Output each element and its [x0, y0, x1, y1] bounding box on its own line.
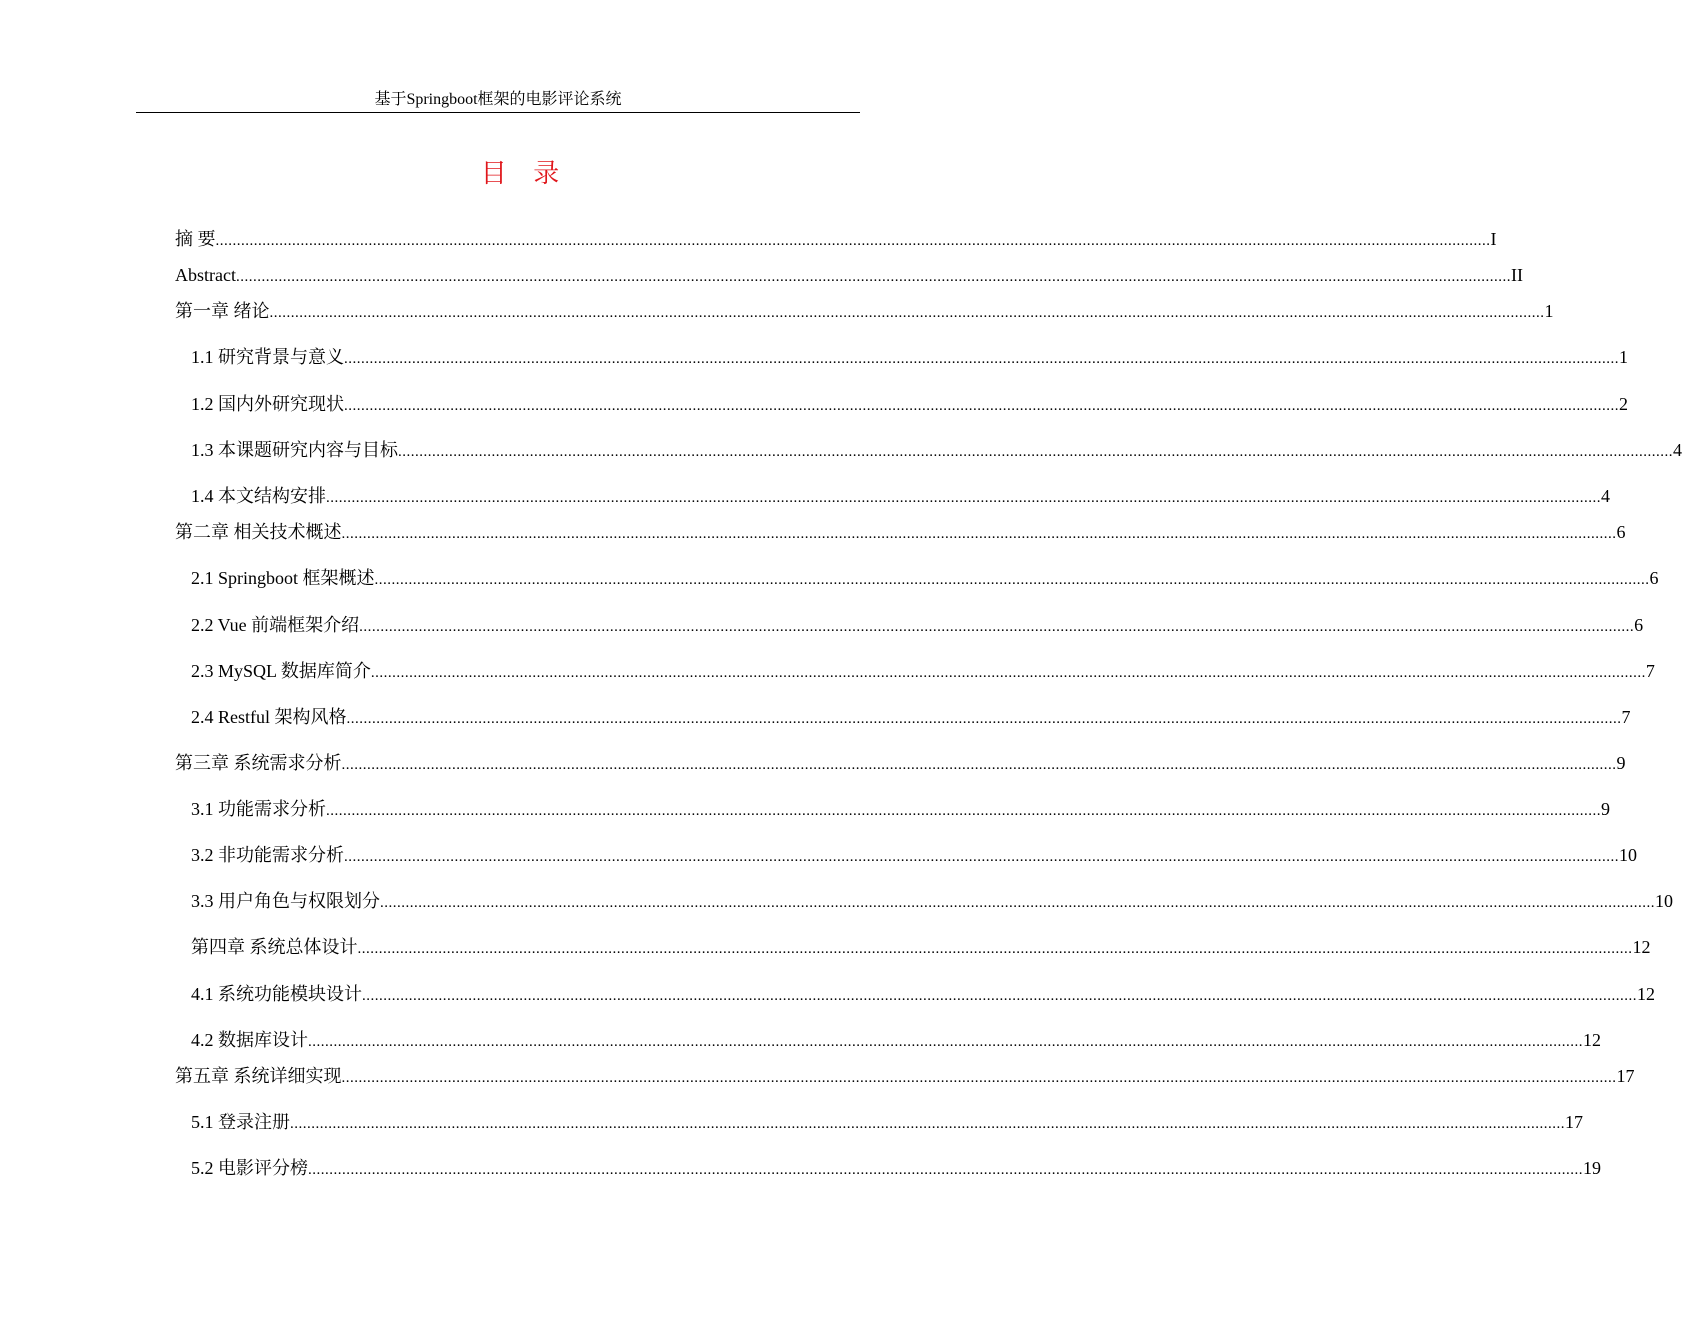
toc-entry-label: 1.3 本课题研究内容与目标 — [191, 440, 398, 460]
dot-leader: ............................................................................................................................................................................................................................................................................................................ — [357, 941, 1633, 957]
toc-entry[interactable] — [191, 485, 1610, 507]
toc-entry-label: 第二章 相关技术概述 — [175, 522, 342, 542]
toc-entry[interactable] — [191, 660, 1655, 682]
dot-leader: ............................................................................................................................................................................................................................................................................................................ — [290, 1116, 1565, 1132]
toc-entry-label: 5.2 电影评分榜 — [191, 1158, 308, 1178]
dot-leader: ............................................................................................................................................................................................................................................................................................................ — [215, 233, 1491, 249]
toc-entry[interactable] — [191, 706, 1631, 728]
toc-entry-label: 1.4 本文结构安排 — [191, 486, 326, 506]
toc-entry[interactable] — [191, 844, 1637, 866]
dot-leader: ............................................................................................................................................................................................................................................................................................................ — [344, 849, 1619, 865]
toc-entry-page: 2 — [1619, 394, 1628, 414]
toc-entry-page: 12 — [1637, 984, 1655, 1004]
toc-entry-label: 5.1 登录注册 — [191, 1112, 290, 1132]
toc-entry-label: 3.2 非功能需求分析 — [191, 845, 344, 865]
toc-entry-page: 6 — [1649, 568, 1659, 588]
toc-entry[interactable] — [191, 936, 1651, 958]
toc-entry-page: 17 — [1565, 1112, 1583, 1132]
toc-entry[interactable] — [191, 346, 1628, 368]
toc-entry-label: 2.1 Springboot 框架概述 — [191, 568, 375, 588]
toc-entry-page: 9 — [1616, 753, 1626, 773]
toc-entry-label: 摘 要 — [175, 229, 216, 249]
toc-title: 目 录 — [480, 159, 570, 188]
toc-entry[interactable] — [191, 614, 1644, 636]
toc-entry-page: 7 — [1621, 707, 1631, 727]
dot-leader: ............................................................................................................................................................................................................................................................................................................ — [380, 895, 1655, 911]
toc-entry[interactable] — [175, 752, 1626, 774]
dot-leader: ............................................................................................................................................................................................................................................................................................................ — [346, 711, 1622, 727]
toc-entry[interactable] — [175, 264, 1523, 286]
toc-entry-label: Abstract — [175, 265, 236, 285]
toc-entry-label: 3.3 用户角色与权限划分 — [191, 891, 380, 911]
toc-entry-page: 9 — [1601, 799, 1610, 819]
toc-entry[interactable] — [175, 228, 1497, 250]
toc-entry-page: I — [1490, 229, 1497, 249]
toc-entry-label: 3.1 功能需求分析 — [191, 799, 326, 819]
toc-entry-label: 第四章 系统总体设计 — [191, 937, 358, 957]
dot-leader: ............................................................................................................................................................................................................................................................................................................ — [362, 988, 1637, 1004]
toc-entry[interactable] — [191, 1157, 1601, 1179]
toc-entry[interactable] — [191, 567, 1659, 589]
toc-entry-page: 4 — [1601, 486, 1610, 506]
toc-entry-page: 7 — [1645, 661, 1655, 681]
toc-entry-page: 6 — [1616, 522, 1626, 542]
toc-entry[interactable] — [175, 1065, 1635, 1087]
dot-leader: ............................................................................................................................................................................................................................................................................................................ — [326, 803, 1601, 819]
dot-leader: ............................................................................................................................................................................................................................................................................................................ — [344, 398, 1619, 414]
toc-entry-page: 17 — [1616, 1066, 1635, 1086]
toc-entry[interactable] — [191, 1111, 1583, 1133]
dot-leader: ............................................................................................................................................................................................................................................................................................................ — [308, 1162, 1583, 1178]
toc-entry[interactable] — [191, 1029, 1601, 1051]
toc-entry-page: II — [1510, 265, 1523, 285]
toc-entry-label: 第五章 系统详细实现 — [175, 1066, 342, 1086]
toc-entry[interactable] — [191, 393, 1628, 415]
dot-leader: ............................................................................................................................................................................................................................................................................................................ — [370, 665, 1646, 681]
toc-entry-page: 6 — [1634, 615, 1644, 635]
dot-leader: ............................................................................................................................................................................................................................................................................................................ — [341, 526, 1617, 542]
toc-entry[interactable] — [191, 798, 1610, 820]
toc-entry-page: 12 — [1583, 1030, 1601, 1050]
toc-entry-label: 4.2 数据库设计 — [191, 1030, 308, 1050]
toc-entry-page: 10 — [1619, 845, 1637, 865]
toc-entry-page: 1 — [1619, 347, 1628, 367]
toc-entry-label: 2.2 Vue 前端框架介绍 — [191, 615, 360, 635]
dot-leader: ............................................................................................................................................................................................................................................................................................................ — [235, 269, 1511, 285]
toc-entry-page: 4 — [1673, 440, 1682, 460]
dot-leader: ............................................................................................................................................................................................................................................................................................................ — [398, 444, 1673, 460]
toc-entry-page: 1 — [1544, 301, 1554, 321]
toc-entry-label: 第一章 绪论 — [175, 301, 270, 321]
dot-leader: ............................................................................................................................................................................................................................................................................................................ — [326, 490, 1601, 506]
toc-entry-label: 4.1 系统功能模块设计 — [191, 984, 362, 1004]
toc-entry-label: 2.3 MySQL 数据库简介 — [191, 661, 371, 681]
toc-entry[interactable] — [191, 983, 1655, 1005]
toc-entry-page: 12 — [1632, 937, 1651, 957]
toc-entry[interactable] — [175, 300, 1554, 322]
dot-leader: ............................................................................................................................................................................................................................................................................................................ — [341, 757, 1617, 773]
toc-entry[interactable] — [175, 521, 1626, 543]
toc-entry-label: 1.1 研究背景与意义 — [191, 347, 344, 367]
toc-entry-page: 10 — [1655, 891, 1673, 911]
dot-leader: ............................................................................................................................................................................................................................................................................................................ — [374, 572, 1650, 588]
toc-entry-page: 19 — [1583, 1158, 1601, 1178]
dot-leader: ............................................................................................................................................................................................................................................................................................................ — [308, 1034, 1583, 1050]
header-rule — [136, 112, 860, 113]
dot-leader: ............................................................................................................................................................................................................................................................................................................ — [341, 1070, 1617, 1086]
dot-leader: ............................................................................................................................................................................................................................................................................................................ — [359, 619, 1635, 635]
dot-leader: ............................................................................................................................................................................................................................................................................................................ — [269, 305, 1545, 321]
toc-entry-label: 第三章 系统需求分析 — [175, 753, 342, 773]
toc-entry[interactable] — [191, 890, 1673, 912]
toc-entry[interactable] — [191, 439, 1682, 461]
dot-leader: ............................................................................................................................................................................................................................................................................................................ — [344, 351, 1619, 367]
running-header: 基于Springboot框架的电影评论系统 — [374, 91, 622, 108]
toc-entry-label: 1.2 国内外研究现状 — [191, 394, 344, 414]
toc-entry-label: 2.4 Restful 架构风格 — [191, 707, 347, 727]
